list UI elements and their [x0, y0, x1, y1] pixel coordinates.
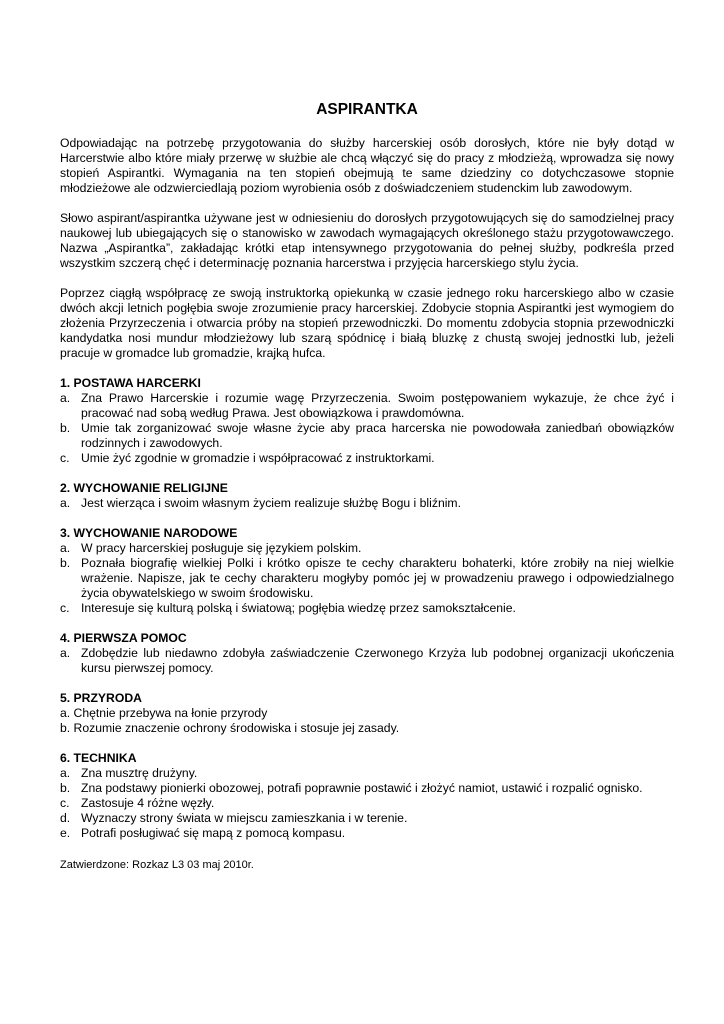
item-marker: d. — [60, 811, 71, 825]
list-item: b. Rozumie znaczenie ochrony środowiska i stosuje jej zasady. — [60, 721, 400, 735]
item-marker: b. — [60, 421, 71, 435]
list-item — [60, 766, 674, 781]
item-marker: b. — [60, 556, 71, 570]
intro-paragraph-3: Poprzez ciągłą współpracę ze swoją instruktorką opiekunką w czasie jednego roku harcerskiego albo w czasie dwóch akcji letnich pogłębia swoje zrozumienie pracy harcerskiej. Zdobycie stopnia Aspirantki jest wymogiem do złożenia Przyrzeczenia i otwarcia próby na stopień przewodniczki. Do momentu zdobycia stopnia przewodniczki kandydatka nosi mundur młodzieżowy lub szarą spódnicę i białą bluzkę z chustą swojej jednostki lub, jeżeli pracuje w gromadce lub gromadzie, krajką hufca. — [60, 286, 674, 360]
list-item: a. Chętnie przebywa na łonie przyrody — [60, 706, 268, 720]
list-item — [60, 391, 674, 421]
item-text: Potrafi posługiwać się mapą z pomocą kompasu. — [81, 826, 346, 840]
document-title: ASPIRANTKA — [316, 101, 418, 118]
item-marker: c. — [60, 601, 70, 615]
list-item — [60, 541, 674, 556]
list-item — [60, 826, 674, 841]
item-text: Jest wierząca i swoim własnym życiem realizuje służbę Bogu i bliźnim. — [81, 496, 461, 510]
item-text: Umie żyć zgodnie w gromadzie i współpracować z instruktorkami. — [81, 451, 435, 465]
item-marker: c. — [60, 451, 70, 465]
item-text: Zna musztrę drużyny. — [81, 766, 198, 780]
section-heading: 5. PRZYRODA — [60, 691, 142, 705]
section-pierwsza-pomoc — [60, 631, 674, 676]
list-item — [60, 556, 674, 601]
item-text: Interesuje się kulturą polską i światową; pogłębia wiedzę przez samokształcenie. — [81, 601, 516, 615]
list-item — [60, 811, 674, 826]
list-item — [60, 601, 674, 616]
section-heading: 3. WYCHOWANIE NARODOWE — [60, 526, 238, 540]
list-item — [60, 781, 674, 796]
document-page — [60, 101, 674, 872]
item-marker: a. — [60, 496, 71, 510]
item-marker: a. — [60, 646, 71, 660]
section-heading: 6. TECHNIKA — [60, 751, 137, 765]
item-marker: e. — [60, 826, 71, 840]
item-marker: c. — [60, 796, 70, 810]
section-postawa-harcerki — [60, 376, 674, 466]
item-marker: b. — [60, 781, 71, 795]
section-heading: 1. POSTAWA HARCERKI — [60, 376, 201, 390]
section-heading: 2. WYCHOWANIE RELIGIJNE — [60, 481, 228, 495]
item-marker: a. — [60, 541, 71, 555]
item-text: Zna podstawy pionierki obozowej, potrafi poprawnie postawić i złożyć namiot, ustawić i rozpalić ognisko. — [81, 781, 643, 795]
section-wychowanie-religijne — [60, 481, 674, 511]
section-przyroda — [60, 691, 674, 736]
intro-paragraph-1: Odpowiadając na potrzebę przygotowania do służby harcerskiej osób dorosłych, które nie były dotąd w Harcerstwie albo które miały przerwę w służbie ale chcą włączyć się do pracy z młodzieżą, wprowadza się nowy stopień Aspirantki. Wymagania na ten stopień obejmują te same dziedziny co dotychczasowe stopnie młodzieżowe ale odzwierciedlają poziom wyrobienia osób z doświadczeniem studenckim lub zawodowym. — [60, 136, 674, 195]
list-item — [60, 496, 674, 511]
item-text: Zdobędzie lub niedawno zdobyła zaświadczenie Czerwonego Krzyża lub podobnej organizacji ukończenia kursu pierwszej pomocy. — [81, 646, 674, 675]
list-item — [60, 796, 674, 811]
item-text: W pracy harcerskiej posługuje się językiem polskim. — [81, 541, 362, 555]
item-marker: a. — [60, 766, 71, 780]
item-text: Zastosuje 4 różne węzły. — [81, 796, 215, 810]
item-text: Zna Prawo Harcerskie i rozumie wagę Przyrzeczenia. Swoim postępowaniem wykazuje, że chce żyć i pracować nad sobą według Prawa. Jest obowiązkowa i prawdomówna. — [81, 391, 674, 420]
list-item — [60, 421, 674, 451]
list-item — [60, 646, 674, 676]
section-technika — [60, 751, 674, 841]
item-text: Umie tak zorganizować swoje własne życie aby praca harcerska nie powodowała zaniedbań obowiązków rodzinnych i zawodowych. — [81, 421, 674, 450]
intro-paragraph-2: Słowo aspirant/aspirantka używane jest w odniesieniu do dorosłych przygotowujących się do samodzielnej pracy naukowej lub ubiegających się o stanowisko w zawodach wymagających określonego stażu przygotowawczego. Nazwa „Aspirantka”, zakładając krótki etap intensywnego przygotowania do pełnej służby, podkreśla przed wszystkim szczerą chęć i determinację poznania harcerstwa i przyjęcia harcerskiego stylu życia. — [60, 211, 674, 270]
list-item — [60, 451, 674, 466]
item-marker: a. — [60, 391, 71, 405]
item-text: Poznała biografię wielkiej Polki i krótko opisze te cechy charakteru bohaterki, które zrobiły na niej wielkie wrażenie. Napisze, jak te cechy charakteru mogłyby pomóc jej w prowadzeniu prawego i odpowiedzialnego życia obywatelskiego w swoim środowisku. — [81, 556, 674, 600]
section-wychowanie-narodowe — [60, 526, 674, 616]
section-heading: 4. PIERWSZA POMOC — [60, 631, 187, 645]
approval-note: Zatwierdzone: Rozkaz L3 03 maj 2010r. — [60, 859, 254, 871]
item-text: Wyznaczy strony świata w miejscu zamieszkania i w terenie. — [81, 811, 408, 825]
